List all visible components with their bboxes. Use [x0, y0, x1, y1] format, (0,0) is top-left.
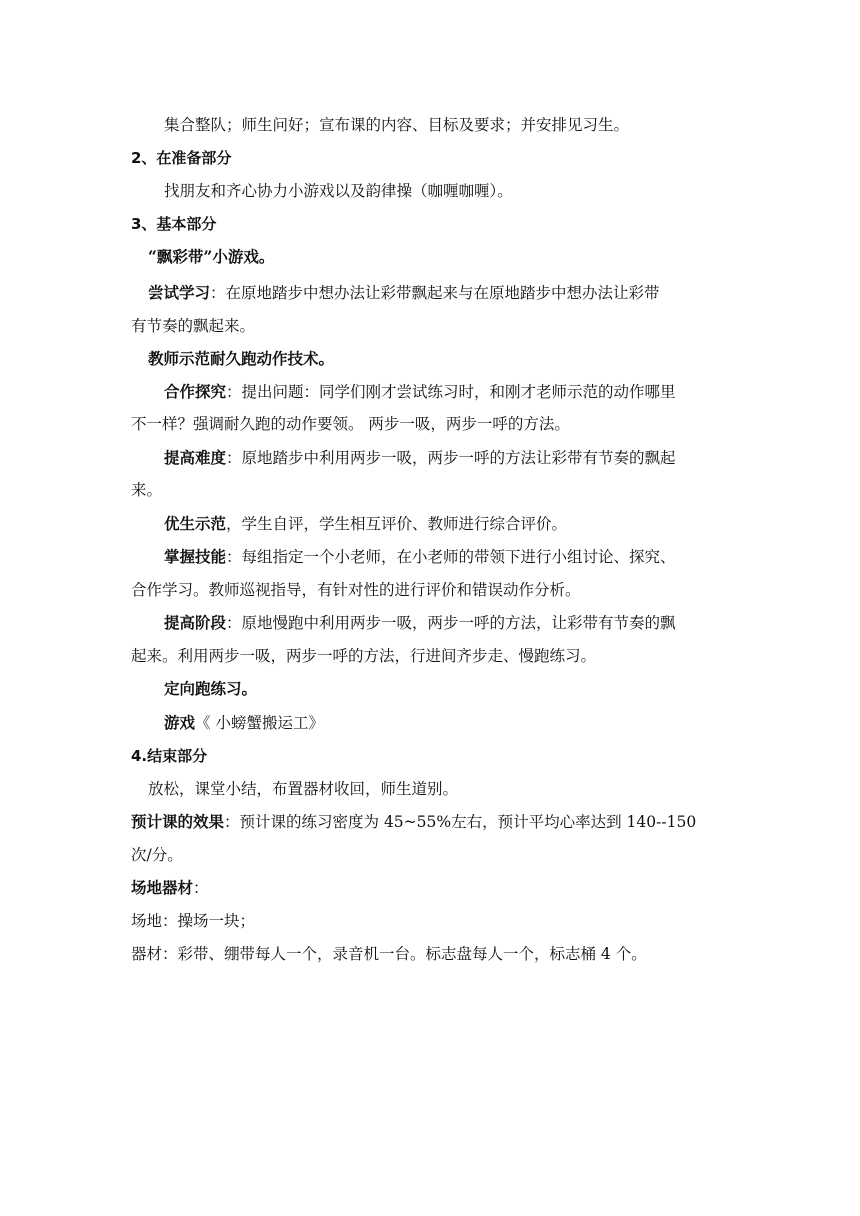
section-heading-basic: 3、基本部分 [131, 215, 217, 233]
venue-equipment-heading [131, 878, 736, 898]
crab-game-text: 《 小螃蟹搬运工》 [195, 714, 324, 732]
ribbon-game-title: “飘彩带”小游戏。 [148, 247, 275, 266]
raise-stage-line-2: 起来。利用两步一吸，两步一呼的方法，行进间齐步走、慢跑练习。 [131, 647, 597, 665]
venue-line: 场地：操场一块； [131, 912, 256, 930]
crab-game-label: 游戏 [164, 713, 196, 732]
cooperation-label: 合作探究 [164, 382, 227, 401]
raise-difficulty-text: ：原地踏步中利用两步一吸，两步一呼的方法让彩带有节奏的飘起 [226, 449, 676, 467]
master-skill-line-2: 合作学习。教师巡视指导，有针对性的进行评价和错误动作分析。 [131, 581, 581, 599]
teacher-demo-heading: 教师示范耐久跑动作技术。 [148, 349, 335, 368]
raise-stage-line-1 [164, 613, 736, 633]
crab-game-line [164, 713, 736, 733]
master-skill-label: 掌握技能 [164, 547, 227, 566]
cooperation-line-2: 不一样？强调耐久跑的动作要领。 两步一吸，两步一呼的方法。 [131, 415, 570, 433]
try-learning-label: 尝试学习 [148, 283, 211, 302]
section-heading-preparation: 2、在准备部分 [131, 149, 232, 167]
raise-difficulty-line-2: 来。 [131, 481, 163, 499]
excellent-demo-line [164, 514, 736, 534]
raise-stage-label: 提高阶段 [164, 613, 227, 632]
cooperation-line-1 [164, 382, 736, 402]
section-heading-ending: 4.结束部分 [131, 747, 208, 765]
expected-effect-line-2: 次/分。 [131, 846, 183, 864]
try-learning-text: ：在原地踏步中想办法让彩带飘起来与在原地踏步中想办法让彩带 [210, 284, 660, 302]
try-learning-line-1 [148, 283, 736, 303]
master-skill-line-1 [164, 547, 736, 567]
cooperation-text: ：提出问题：同学们刚才尝试练习时，和刚才老师示范的动作哪里 [226, 383, 676, 401]
expected-effect-line-1 [131, 812, 736, 832]
intro-paragraph: 集合整队；师生问好；宣布课的内容、目标及要求；并安排见习生。 [164, 116, 630, 134]
excellent-demo-label: 优生示范 [164, 514, 227, 533]
raise-stage-text: ：原地慢跑中利用两步一吸，两步一呼的方法，让彩带有节奏的飘 [226, 614, 676, 632]
master-skill-text: ：每组指定一个小老师，在小老师的带领下进行小组讨论、探究、 [226, 548, 676, 566]
expected-effect-text: ：预计课的练习密度为 45~55%左右，预计平均心率达到 140--150 [224, 813, 697, 831]
orienteering-heading: 定向跑练习。 [164, 679, 258, 698]
equipment-line: 器材：彩带、绷带每人一个，录音机一台。标志盘每人一个，标志桶 4 个。 [131, 945, 647, 963]
excellent-demo-text: ，学生自评，学生相互评价、教师进行综合评价。 [226, 515, 568, 533]
preparation-paragraph: 找朋友和齐心协力小游戏以及韵律操（咖喱咖喱）。 [164, 182, 513, 200]
venue-equipment-label: 场地器材 [131, 878, 194, 897]
expected-effect-label: 预计课的效果 [131, 812, 225, 831]
raise-difficulty-label: 提高难度 [164, 448, 227, 467]
ending-paragraph: 放松，课堂小结，布置器材收回，师生道别。 [148, 780, 459, 798]
raise-difficulty-line-1 [164, 448, 736, 468]
try-learning-line-2: 有节奏的飘起来。 [131, 317, 256, 335]
venue-equipment-colon: ： [193, 879, 209, 897]
